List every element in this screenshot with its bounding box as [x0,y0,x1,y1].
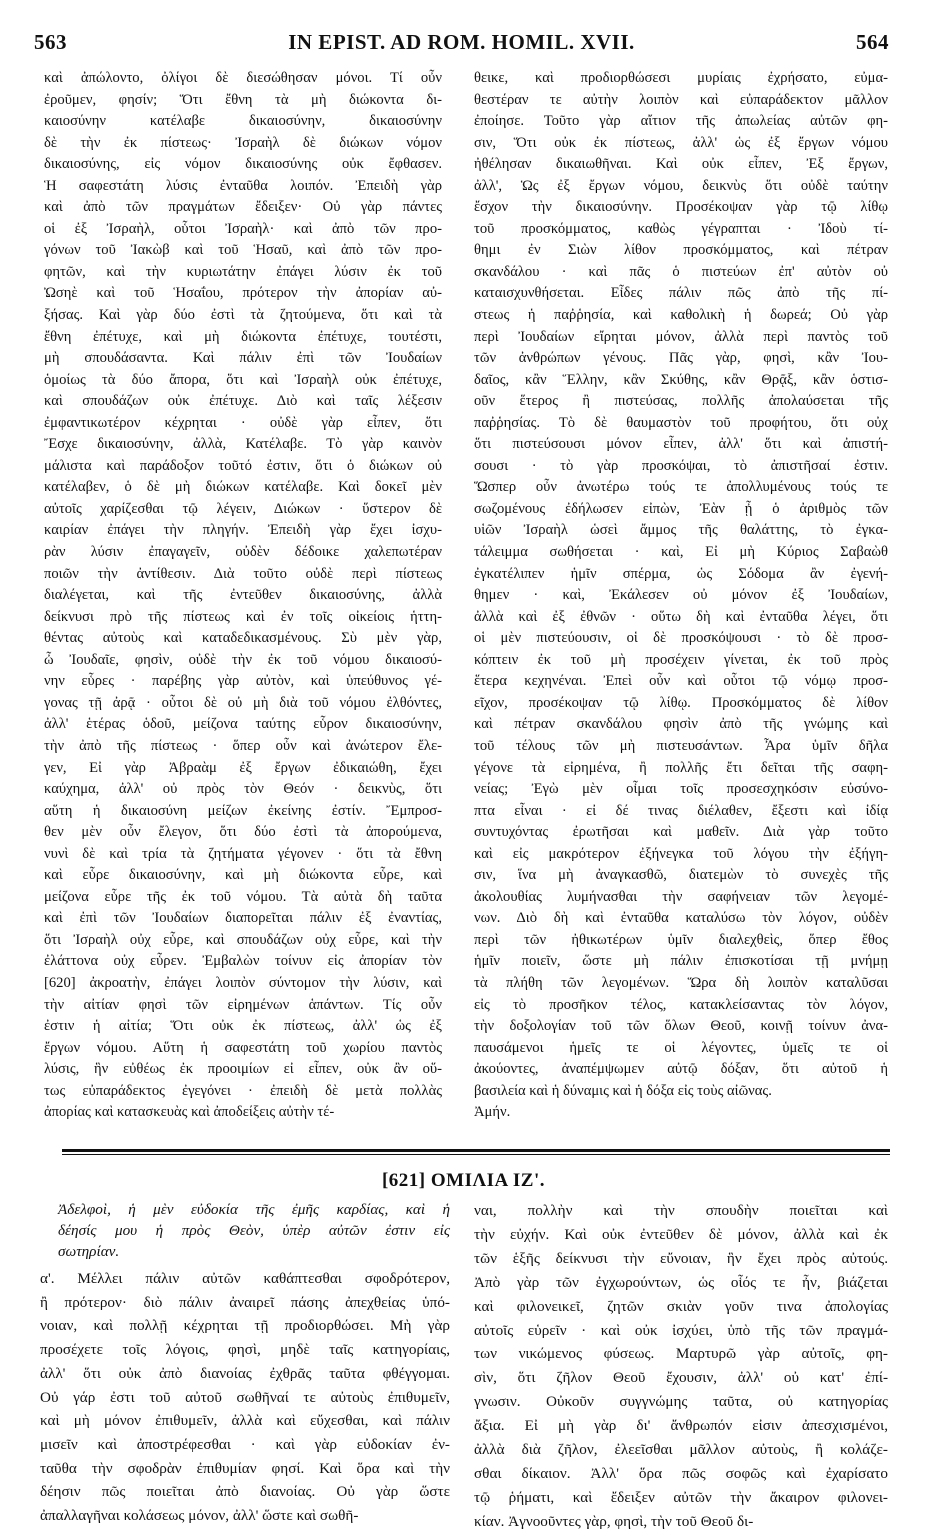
text-line: παῤῥησίας. Τὸ δὲ θαυμαστὸν τοῦ προφήτου, ὅτι οὐχ [474,414,888,431]
text-line: εἰς τὸ προσῆκον τέλος, κατακλείσαντας τὸν λόγον, [474,996,888,1013]
text-line: σωζομένους ἐδήλωσεν εἰπὼν, Ἐὰν ᾖ ὁ ἀριθμὸς τῶν [474,500,888,517]
text-line: σιν, Ὅτι οὐκ ἐκ πίστεως, ἀλλ' ὡς ἐξ ἔργων νόμου [474,134,888,151]
text-line: Ἀπὸ γὰρ τῶν ἐγχωρούντων, ὡς οἷός τε ἦν, βιάζεται [474,1273,888,1291]
text-line: ἀπορίας καὶ κατασκευὰς καὶ ἀποδείξεις αὐτὴν τέ- [44,1104,335,1121]
section-rule-thin [62,1154,890,1155]
text-line: θεικε, καὶ προδιορθώσεσι μυρίαις ἐχρήσατο, εὐμα- [474,70,888,86]
text-line: περὶ τῶν ἠθικωτέρων ὑμῖν διαλεχθεὶς, ὅπερ ἔθος [474,931,888,948]
text-line: νυνὶ δὲ καὶ τρία τὰ ζητήματα γέγονεν · ὅτι τὰ ἔθνη [44,845,442,862]
upper-right-column [474,68,888,1124]
text-line: ἀλλὰ διὰ ζῆλον, ἐλεεῖσθαι μᾶλλον αὐτοὺς, ἢ κολάζε- [474,1441,888,1459]
text-line: Ἡ σαφεστάτη λύσις ἐνταῦθα λοιπόν. Ἐπειδὴ γὰρ [44,177,442,194]
text-line: καὶ ἀπὸ τῶν πραγμάτων ἔδειξεν· Οὐ γὰρ πάντες [44,199,442,216]
text-line: Ἀμήν. [474,1104,511,1121]
section-rule [62,1149,890,1152]
text-line: ἀλλ', Ὡς ἐξ ἔργων νόμου, δεικνὺς ὅτι οὐδὲ ταύτην [474,177,888,194]
text-line: τως εὐπαράδεκτος ἐγεγόνει · ἐπειδὴ δὲ μετὰ πολλὰς [44,1082,442,1099]
text-line: οῦν ἕτερος ἢ πιστεύσας, πολλῆς ἀπολαύσεται τῆς [474,393,888,410]
text-line: νην εὗρες · παρέβης γὰρ αὐτὸν, καὶ ὑπεύθυνος γέ- [44,673,442,690]
text-line: δὲ τὴν ἐκ πίστεως· Ἰσραὴλ δὲ διώκων νόμον [44,134,442,151]
text-line: μείζονα εὗρε τῆς ἐκ τοῦ νόμου. Τὰ αὐτὰ δὴ ταῦτα [44,888,442,905]
running-header [34,30,889,60]
text-line: ἄξια. Εἰ μὴ γὰρ δι' ἄνθρωπόν εἰσιν ἀπεσχισμένοι, [474,1417,888,1435]
text-line: δαῖος, κἂν Ἕλλην, κἂν Σκύθης, κἂν Θρᾷξ, κἂν ὁστισ- [474,371,888,388]
text-line: θέντας αὐτοὺς καὶ καταδεδικασμένους. Σὺ μὲν γὰρ, [44,630,442,647]
text-line: αὐτοῖς χαρίζεσθαι τῷ λέγειν, Διώκων · ὕστερον δὲ [44,500,442,517]
text-line: ἀπαλλαγῆναι κολάσεως μόνον, ἀλλ' ὥστε καὶ σωθῆ- [40,1507,359,1525]
text-line: ἠθέλησαν δικαιωθῆναι. Καὶ οὐκ εἶπεν, Ἐξ ἔργων, [474,156,888,173]
text-line: ἐμφαντικωτέρον κέχρηται · οὐδὲ γὰρ εἶπεν, ὅτι [44,414,442,431]
text-line: πτα εἶναι · εἰ δέ τινας διέλαθεν, ἔξεστι καὶ ἰδίᾳ [474,802,888,819]
text-line: στεως ἡ παῤῥησία, καὶ καθολικὴ ἡ δωρεά; Οὐ γὰρ [474,307,888,324]
text-line: τὰ πλήθη τῶν λεγομένων. Ὥρα δὴ λοιπὸν καταλῦσαι [474,974,888,991]
text-line: ἡμῖν ποιεῖν, ὥστε μὴ πάλιν ἐπισκοτίσαι τῇ μνήμῃ [474,953,888,970]
text-line: καύχημα, ἀλλ' οὐ πρὸς τὸν Θεόν · δεικνὺς, ὅτι [44,781,442,798]
text-line: οἱ ἐξ Ἰσραὴλ, οὗτοι Ἰσραὴλ· καὶ ἀπὸ τῶν προ- [44,220,442,237]
text-line: ταῦθα τὴν σφοδρὰν ἐπιθυμίαν φησί. Καὶ ὅρα καὶ τὴν [40,1459,450,1477]
text-line: τὴν εὐχήν. Καὶ οὐκ ἐντεῦθεν δὲ μόνον, ἀλλὰ καὶ ἐκ [474,1225,888,1243]
text-line: σκανδάλου · καὶ πᾶς ὁ πιστεύων ἐπ' αὐτὸν οὐ [474,263,888,280]
text-line: Ὠσηὲ καὶ τοῦ Ἡσαΐου, πρότερον τὴν ἀπορίαν αὐ- [44,285,442,302]
text-line: γνωσιν. Οὐκοῦν συγγνώμης ταῦτα, οὐ κατηγορίας [474,1393,888,1411]
text-line: καιρίαν ἐπάγει τὴν πληγήν. Ἐπειδὴ γὰρ ἔχει ἰσχυ- [44,522,442,539]
text-line: θεστέραν τε αὐτὴν λοιπὸν καὶ εὐπαράδεκτον μᾶλλον [474,91,888,108]
text-line: καὶ σπουδάζων οὐκ ἐπέτυχε. Διὸ καὶ ταῖς λέξεσιν [44,393,442,410]
text-line: τὴν ἀπὸ τῆς πίστεως · ὅπερ οὖν καὶ ἀνώτερον ἔλε- [44,737,442,754]
page-number-right: 564 [856,30,889,54]
text-line: σθαι δίκαιον. Ἀλλ' ὅρα πῶς σοφῶς καὶ ἐχαρίσατο [474,1464,888,1482]
text-line: γονας τῇ ἀρᾷ · οὗτοι δὲ οὐ μὴ διὰ τοῦ νόμου ἐλθόντες, [44,694,442,711]
text-line: ρὰν λύσιν ἐπαγαγεῖν, οὐδὲν δέδοικε χαλεπωτέραν [44,544,442,561]
homily-title: [621] ΟΜΙΛΙΑ ΙΖ'. [381,1170,546,1191]
text-line: ἔθνη ἐπέτυχε, καὶ μὴ διώκοντα ἐπέτυχε, τουτέστι, [44,328,442,345]
text-line: Ἔσχε δικαιοσύνην, ἀλλὰ, Κατέλαβε. Τὸ γὰρ καινὸν [44,436,442,453]
text-line: τὴν αἰτίαν φησὶ τῶν εἰρημένων ἁπάντων. Τίς οὖν [44,996,442,1013]
text-line: τοῦ τέλους τῶν μὴ πιστευσάντων. Ἆρα ὑμῖν δῆλα [474,737,888,754]
text-line: καὶ εἰς μακρότερον ἐξήνεγκα τοῦ λόγου τὴν ἐξήγη- [474,845,888,862]
text-line: ναι, πολλὴν καὶ τὴν σπουδὴν ποιεῖται καὶ [474,1202,888,1219]
text-line: αὕτη ἡ δικαιοσύνη μείζων ἐκείνης ἐστίν. Ἔμπροσ- [44,802,442,819]
running-title: IN EPIST. AD ROM. HOMIL. XVII. [288,30,635,54]
text-line: τῶν ἑξῆς δείκνυσι τὴν εὔνοιαν, ἣν ἔχει πρὸς αὐτούς. [474,1249,888,1267]
text-line: κατέλαβεν, ὁ δὲ μὴ διώκων κατέλαβε. Καὶ δοκεῖ μὲν [44,479,442,496]
text-line: διαλέγεται, καὶ τῆς ἐντεῦθεν δικαιοσύνης, ἀλλὰ [44,587,442,604]
text-line: παυσάμενοι ἡμεῖς τε οἱ λέγοντες, ὑμεῖς τε οἱ [474,1039,888,1056]
text-line: καὶ μὴ μόνον ἐπιθυμεῖν, ἀλλὰ καὶ εὔχεσθαι, καὶ πάλιν [40,1412,450,1430]
text-line: τοῦ προσκόμματος, καθὼς γέγραπται · Ἰδοὺ τί- [474,220,888,237]
text-line: ἕτερα κεχηνέναι. Ἐπεὶ οὖν καὶ οὗτοι τῷ νόμῳ προσ- [474,673,888,690]
text-line: ἐγκατέλιπεν ἡμῖν σπέρμα, ὡς Σόδομα ἂν ἐγενή- [474,565,888,582]
text-line: Ὥσπερ οὖν ἀνωτέρω τούς τε ἀπολλυμένους τούς τε [474,479,888,496]
text-line: μὴ σπουδάσαντα. Καὶ πάλιν ἐπὶ τῶν Ἰουδαίων [44,350,442,367]
text-line: σὶν, ὅτι ζῆλον Θεοῦ ἔχουσιν, ἀλλ' οὐ κατ' ἐπί- [474,1369,888,1387]
text-line: αὐτοῖς εὑρεῖν · καὶ οὐκ ἰσχύει, ὑπὸ τῆς τῶν πραγμά- [474,1321,888,1339]
text-line: σουσι · τὸ γὰρ προσκόψαι, τὸ ἀπιστῆσαί ἐστιν. [474,457,888,474]
lower-left-column [40,1267,450,1528]
text-line: ἐστιν ἡ αἰτία; Ὅτι οὐκ ἐκ πίστεως, ἀλλ' ὡς ἐξ [44,1018,442,1035]
text-line: κίαν. Ἀγνοοῦντες γὰρ, φησὶ, τὴν τοῦ Θεοῦ δι- [474,1512,754,1530]
text-line: προσέχετε τοῖς λόγοις, φησὶ, μηδὲ ταῖς κατηγορίαις, [40,1341,450,1359]
text-line: γέγονε τὰ εἰρημένα, ἢ πολλῆς ἔτι δεῖται τῆς σαφη- [474,759,888,776]
text-line: περὶ Ἰουδαίων εἴρηται μόνον, ἀλλὰ περὶ παντὸς τοῦ [474,328,888,345]
text-line: δείκνυσι πρὸ τῆς πίστεως καὶ ἐν τοῖς οἰκείοις ἡττη- [44,608,442,625]
text-line: θεν μὲν οὖν ἔλεγον, ὅτι δύο ἐστὶ τὰ ἀπορούμενα, [44,824,442,841]
text-line: θημεν · καὶ, Ἐκάλεσεν οὐ μόνον ἐξ Ἰουδαίων, [474,587,888,604]
text-line: σωτηρίαν. [58,1243,120,1260]
text-line: δικαιοσύνης, εἰς νόμον δικαιοσύνης οὐκ ἔφθασεν. [44,156,442,173]
text-line: καὶ ἐπὶ τῶν Ἰουδαίων διαπορεῖται πάλιν ἐξ ἐναντίας, [44,910,442,927]
text-line: ἢ πρότερον· διὸ πάλιν ἀναιρεῖ πάσης ἀπεχθείας ὑπό- [40,1293,450,1311]
text-line: καὶ φιλονεικεῖ, ζητῶν σκιὰν γοῦν τινα ἀπολογίας [474,1297,888,1315]
text-line: καταισχυνθήσεται. Εἶδες πάλιν πῶς ἀπὸ τῆς πί- [474,285,888,302]
text-line: τῶν ἀνθρώπων γένους. Πᾶς γὰρ, φησὶ, κἂν Ἰου- [474,350,888,367]
upper-left-column [44,68,442,1124]
text-line: ποιῶν τὴν ἀντίθεσιν. Διὰ τοῦτο οὐδὲ περὶ πίστεως [44,565,442,582]
text-line: ἐλάττονα οὐχ εὗρεν. Ἐμβαλὼν τοίνυν εἰς ἀπορίαν τὸν [44,953,442,970]
text-line: δέησίς μου ἡ πρὸς Θεὸν, ὑπὲρ αὐτῶν ἐστιν εἰς [58,1222,450,1239]
text-line: ἐροῦμεν, φησίν; Ὅτι ἔθνη τὰ μὴ διώκοντα δι- [44,91,442,108]
text-line: τῷ ῥήματι, καὶ ἔδειξεν αὐτῶν τὴν ἄκαιρον φιλονει- [474,1488,888,1506]
text-line: σιν, ἵνα μὴ ἀναγκασθῶ, διατεμὼν τὸ συνεχὲς τῆς [474,867,888,884]
page-number-left: 563 [34,30,67,54]
text-line: γόνων τοῦ Ἰακὼβ καὶ τοῦ Ἡσαῦ, καὶ ἀπὸ τῶν προ- [44,242,442,259]
text-line: νείας; Ἐγὼ μὲν οἶμαι τοῖς προσεσχηκόσιν εὐσύνο- [474,781,888,798]
text-line: ἀκούοντες, ἀναπέμψωμεν αὐτῷ δόξαν, ὅτι αὐτοῦ ἡ [474,1061,888,1078]
text-line: Οὐ γάρ ἐστι τοῦ αὐτοῦ σωθῆναί τε αὐτοὺς ἐπιθυμεῖν, [40,1388,450,1406]
text-line: ἔσχον τὴν δικαιοσύνην. Προσέκοψαν γὰρ τῷ λίθῳ [474,199,888,216]
text-line: ὅτι Ἰσραὴλ οὐχ εὗρε, καὶ σπουδάζων οὐχ εὗρε, καὶ τὴν [44,931,442,948]
text-line: λύσις, ἣν εὐθέως ἐκ προοιμίων εἰ εἶπεν, οὐκ ἂν οὕ- [44,1061,442,1078]
text-line: θημι ἐν Σιὼν λίθον προσκόμματος, καὶ πέτραν [474,242,888,259]
lower-right-column [474,1199,888,1534]
text-line: καὶ εὗρε δικαιοσύνην, καὶ μὴ διώκοντα εὗρε, καὶ [44,867,442,884]
text-line: συντυχόντας ἐρωτῆσαι καὶ μαθεῖν. Διὰ γὰρ τοῦτο [474,824,888,841]
epigraph-column [58,1199,450,1262]
text-line: βασιλεία καὶ ἡ δύναμις καὶ ἡ δόξα εἰς τοὺς αἰῶνας. [474,1082,772,1099]
text-line: νοιαν, καὶ πολλῇ κέχρηται τῇ προδιορθώσει. Μὴ γὰρ [40,1317,450,1335]
text-line: εῖχον, προσέκοψαν τῷ λίθῳ. Προσκόμματος δὲ λίθον [474,694,888,711]
text-line: ὁμοίως τὰ δύο ἄπορα, ὅτι καὶ Ἰσραὴλ οὐκ ἐπέτυχε, [44,371,442,388]
text-line: τὴν δοξολογίαν τοῦ τῶν ὅλων Θεοῦ, κοινῇ τοίνυν ἀνα- [474,1018,888,1035]
text-line: δέησιν πῶς ποιεῖται ἀπὸ διανοίας. Οὐ γὰρ ὥστε [40,1483,450,1501]
text-line: α'. Μέλλει πάλιν αὐτῶν καθάπτεσθαι σφοδρότερον, [40,1270,450,1287]
text-line: φητῶν, καὶ τὴν κυριωτάτην ἐπάγει λύσιν ἐκ τοῦ [44,263,442,280]
text-line: μισεῖν καὶ ἀποστρέφεσθαι · καὶ γὰρ εὐδοκίαν ἐν- [40,1435,450,1453]
text-line: κόπτειν ἐκ τοῦ μὴ προσέχειν γίνεται, ἐκ τοῦ πρὸς [474,651,888,668]
text-line: γεν, Εἰ γὰρ Ἀβραὰμ ἐξ ἔργων ἐδικαιώθη, ἔχει [44,759,442,776]
text-line: οἱ μὲν πιστεύουσιν, οἱ δὲ προσκόψουσι · τὸ δὲ προσ- [474,630,888,647]
text-line: [620] ἀκροατὴν, ἐπάγει λοιπὸν σύντομον τὴν λύσιν, καὶ [44,974,442,991]
text-line: καιοσύνην κατέλαβε δικαιοσύνην, δικαιοσύνην [44,113,442,130]
text-line: ἀκολουθίας λυμήνασθαι τὴν σαφήνειαν τῶν λεγομέ- [474,888,888,905]
text-line: τάλειμμα σωθήσεται · καὶ, Εἰ μὴ Κύριος Σαβαὼθ [474,544,888,561]
text-line: νων. Διὸ δὴ καὶ ἐνταῦθα καταλύσω τὸν λόγον, οὐδὲν [474,910,888,927]
text-line: ἐποίησε. Τοῦτο γὰρ αἴτιον τῆς ἀπωλείας αὐτῶν φη- [474,113,888,130]
text-line: ξήσας. Καὶ γὰρ δύο ἐστὶ τὰ ζητούμενα, ὅτι καὶ τὰ [44,307,442,324]
text-line: υἱῶν Ἰσραὴλ ὡσεὶ ἄμμος τῆς θαλάττης, τὸ ἐγκα- [474,522,888,539]
text-line: ἀλλὰ καὶ ἐξ ἐθνῶν · οὕτω δὴ καὶ ἐνταῦθα λέγει, ὅτι [474,608,888,625]
text-line: ἀλλ' ἑτέρας ὁδοῦ, μείζονα ταύτης εὗρον δικαιοσύνην, [44,716,442,733]
text-line: μάλιστα καὶ παράδοξον τοῦτό ἐστιν, ὅτι ὁ διώκων οὐ [44,457,442,474]
text-line: ἔργων νόμου. Αὕτη ἡ σαφεστάτη τοῦ χωρίου παντὸς [44,1039,442,1056]
text-line: Ἀδελφοὶ, ἡ μὲν εὐδοκία τῆς ἐμῆς καρδίας, καὶ ἡ [58,1201,450,1218]
text-line: καὶ ἀπώλοντο, ὀλίγοι δὲ διεσώθησαν μόνοι. Τί οὖν [44,70,442,86]
text-line: ἀλλ' ὅτι οὐκ ἀπὸ διανοίας ἐχθρᾶς ταῦτα φθέγγομαι. [40,1364,450,1382]
text-line: των νικώμενος φύσεως. Μαρτυρῶ γὰρ αὐτοῖς, φη- [474,1345,888,1363]
text-line: καὶ πέτραν σκανδάλου φησὶν ἀπὸ τῆς γνώμης καὶ [474,716,888,733]
text-line: ὅτι πιστεύσουσι μόνον εἶπεν, ἀλλ' ὅτι καὶ ἀπιστή- [474,436,888,453]
text-line: ὦ Ἰουδαῖε, φησὶν, οὐδὲ τὴν ἐκ τοῦ νόμου δικαιοσύ- [44,651,442,668]
